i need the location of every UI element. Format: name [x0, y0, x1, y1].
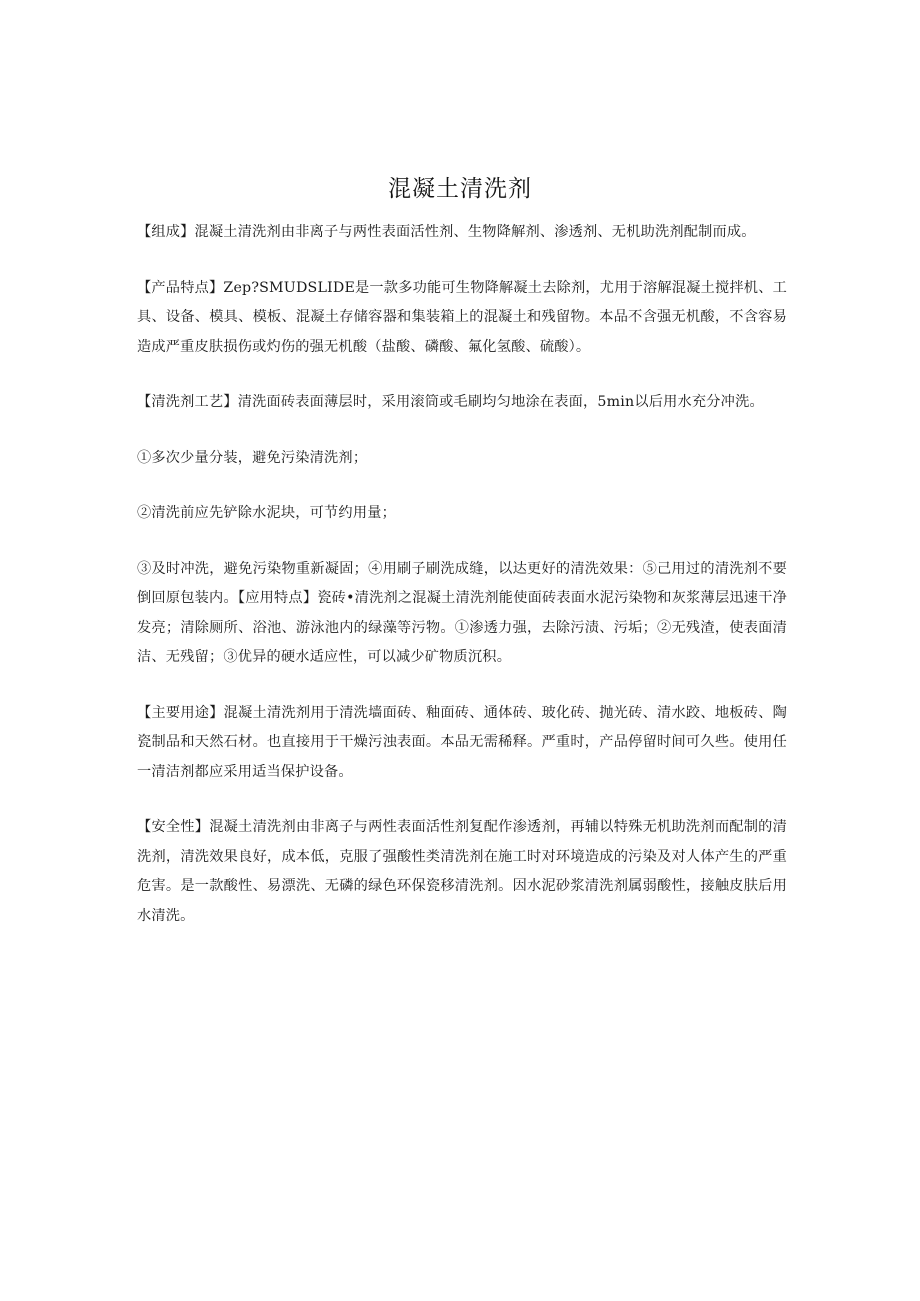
paragraph-application-features: ③及时冲洗，避免污染物重新凝固；④用刷子刷洗成缝，以达更好的清洗效果：⑤己用过的清洗剂不要倒回原包装内。【应用特点】瓷砖•清洗剂之混凝土清洗剂能使面砖表面水泥污染物和灰浆薄层迅速干净发亮；清除厕所、浴池、游泳池内的绿藻等污物。①渗透力强，去除污渍、污垢；②无残渣，使表面清洁、无残留；③优异的硬水适应性，可以减少矿物质沉积。: [137, 560, 787, 665]
paragraph-product-features: 【产品特点】Zep?SMUDSLIDE是一款多功能可生物降解凝土去除剂，尤用于溶解混凝土搅拌机、工具、设备、模具、模板、混凝土存储容器和集装箱上的混凝土和残留物。本品不含强无机酸，不含容易造成严重皮肤损伤或灼伤的强无机酸（盐酸、磷酸、氟化氢酸、硫酸）。: [137, 279, 787, 355]
paragraph-safety: 【安全性】混凝土清洗剂由非离子与两性表面活性剂复配作渗透剂，再辅以特殊无机助洗剂而配制的清洗剂，清洗效果良好，成本低，克服了强酸性类清洗剂在施工时对环境造成的污染及对人体产生的严重危害。是一款酸性、易漂洗、无磷的绿色环保瓷移清洗剂。因水泥砂浆清洗剂属弱酸性，接触皮肤后用水清洗。: [137, 819, 787, 924]
page-title: 混凝土清洗剂: [388, 176, 532, 202]
paragraph-composition: 【组成】混凝土清洗剂由非离子与两性表面活性剂、生物降解剂、渗透剂、无机助洗剂配制而成。: [137, 224, 756, 240]
paragraph-cleaning-process: 【清洗剂工艺】清洗面砖表面薄层时，采用滚筒或毛刷均匀地涂在表面，5min以后用水充分冲洗。: [137, 394, 764, 410]
paragraph-main-uses: 【主要用途】混凝土清洗剂用于清洗墙面砖、釉面砖、通体砖、玻化砖、抛光砖、清水跤、地板砖、陶瓷制品和天然石材。也直接用于干燥污浊表面。本品无需稀释。严重时，产品停留时间可久些。使用任一清洁剂都应采用适当保护设备。: [137, 704, 787, 780]
document-body: [137, 218, 787, 957]
paragraph-step-2: ②清洗前应先铲除水泥块，可节约用量；: [137, 505, 396, 521]
paragraph-step-1: ①多次少量分装，避免污染清洗剂；: [137, 449, 368, 466]
